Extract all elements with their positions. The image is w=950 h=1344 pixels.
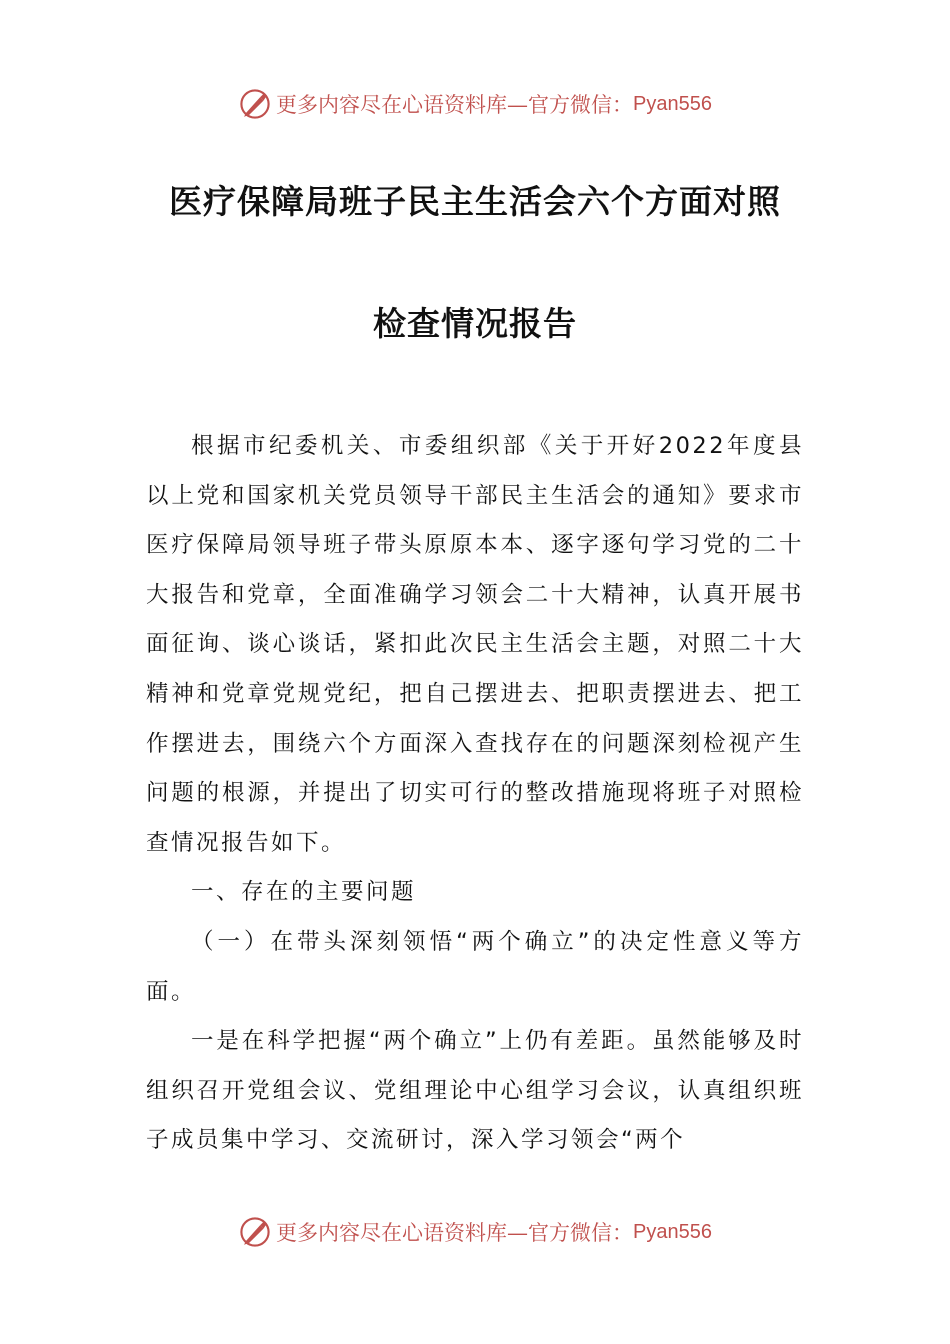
- document-title-line-1: 医疗保障局班子民主生活会六个方面对照: [169, 182, 781, 221]
- watermark-banner-bottom: [0, 1212, 950, 1252]
- watermark-wechat-id: Pyan556: [633, 1220, 712, 1243]
- paragraph-intro: 根据市纪委机关、市委组织部《关于开好2022年度县以上党和国家机关党员领导干部民主生活会的通知》要求市医疗保障局领导班子带头原原本本、逐字逐句学习党的二十大报告和党章，全面准确学习领会二十大精神，认真开展书面征询、谈心谈话，紧扣此次民主生活会主题，对照二十大精神和党章党规党纪，把自己摆进去、把职责摆进去、把工作摆进去，围绕六个方面深入查找存在的问题深刻检视产生问题的根源，并提出了切实可行的整改措施现将班子对照检查情况报告如下。: [146, 433, 804, 856]
- watermark-text: 更多内容尽在心语资料库—官方微信：: [276, 93, 634, 117]
- section-heading-1: 一、存在的主要问题: [191, 879, 417, 906]
- pen-logo-icon: [238, 87, 272, 121]
- document-body: [146, 422, 804, 1166]
- watermark-text: 更多内容尽在心语资料库—官方微信：: [276, 1221, 634, 1245]
- paragraph-point-1: 一是在科学把握“两个确立”上仍有差距。虽然能够及时组织召开党组会议、党组理论中心组学习会议，认真组织班子成员集中学习、交流研讨，深入学习领会“两个: [146, 1028, 804, 1154]
- document-title-line-2: 检查情况报告: [373, 304, 577, 343]
- subsection-heading-1: （一）在带头深刻领悟“两个确立”的决定性意义等方面。: [146, 928, 804, 1005]
- pen-logo-icon: [238, 1215, 272, 1249]
- watermark-banner-top: [0, 84, 950, 124]
- watermark-wechat-id: Pyan556: [633, 92, 712, 115]
